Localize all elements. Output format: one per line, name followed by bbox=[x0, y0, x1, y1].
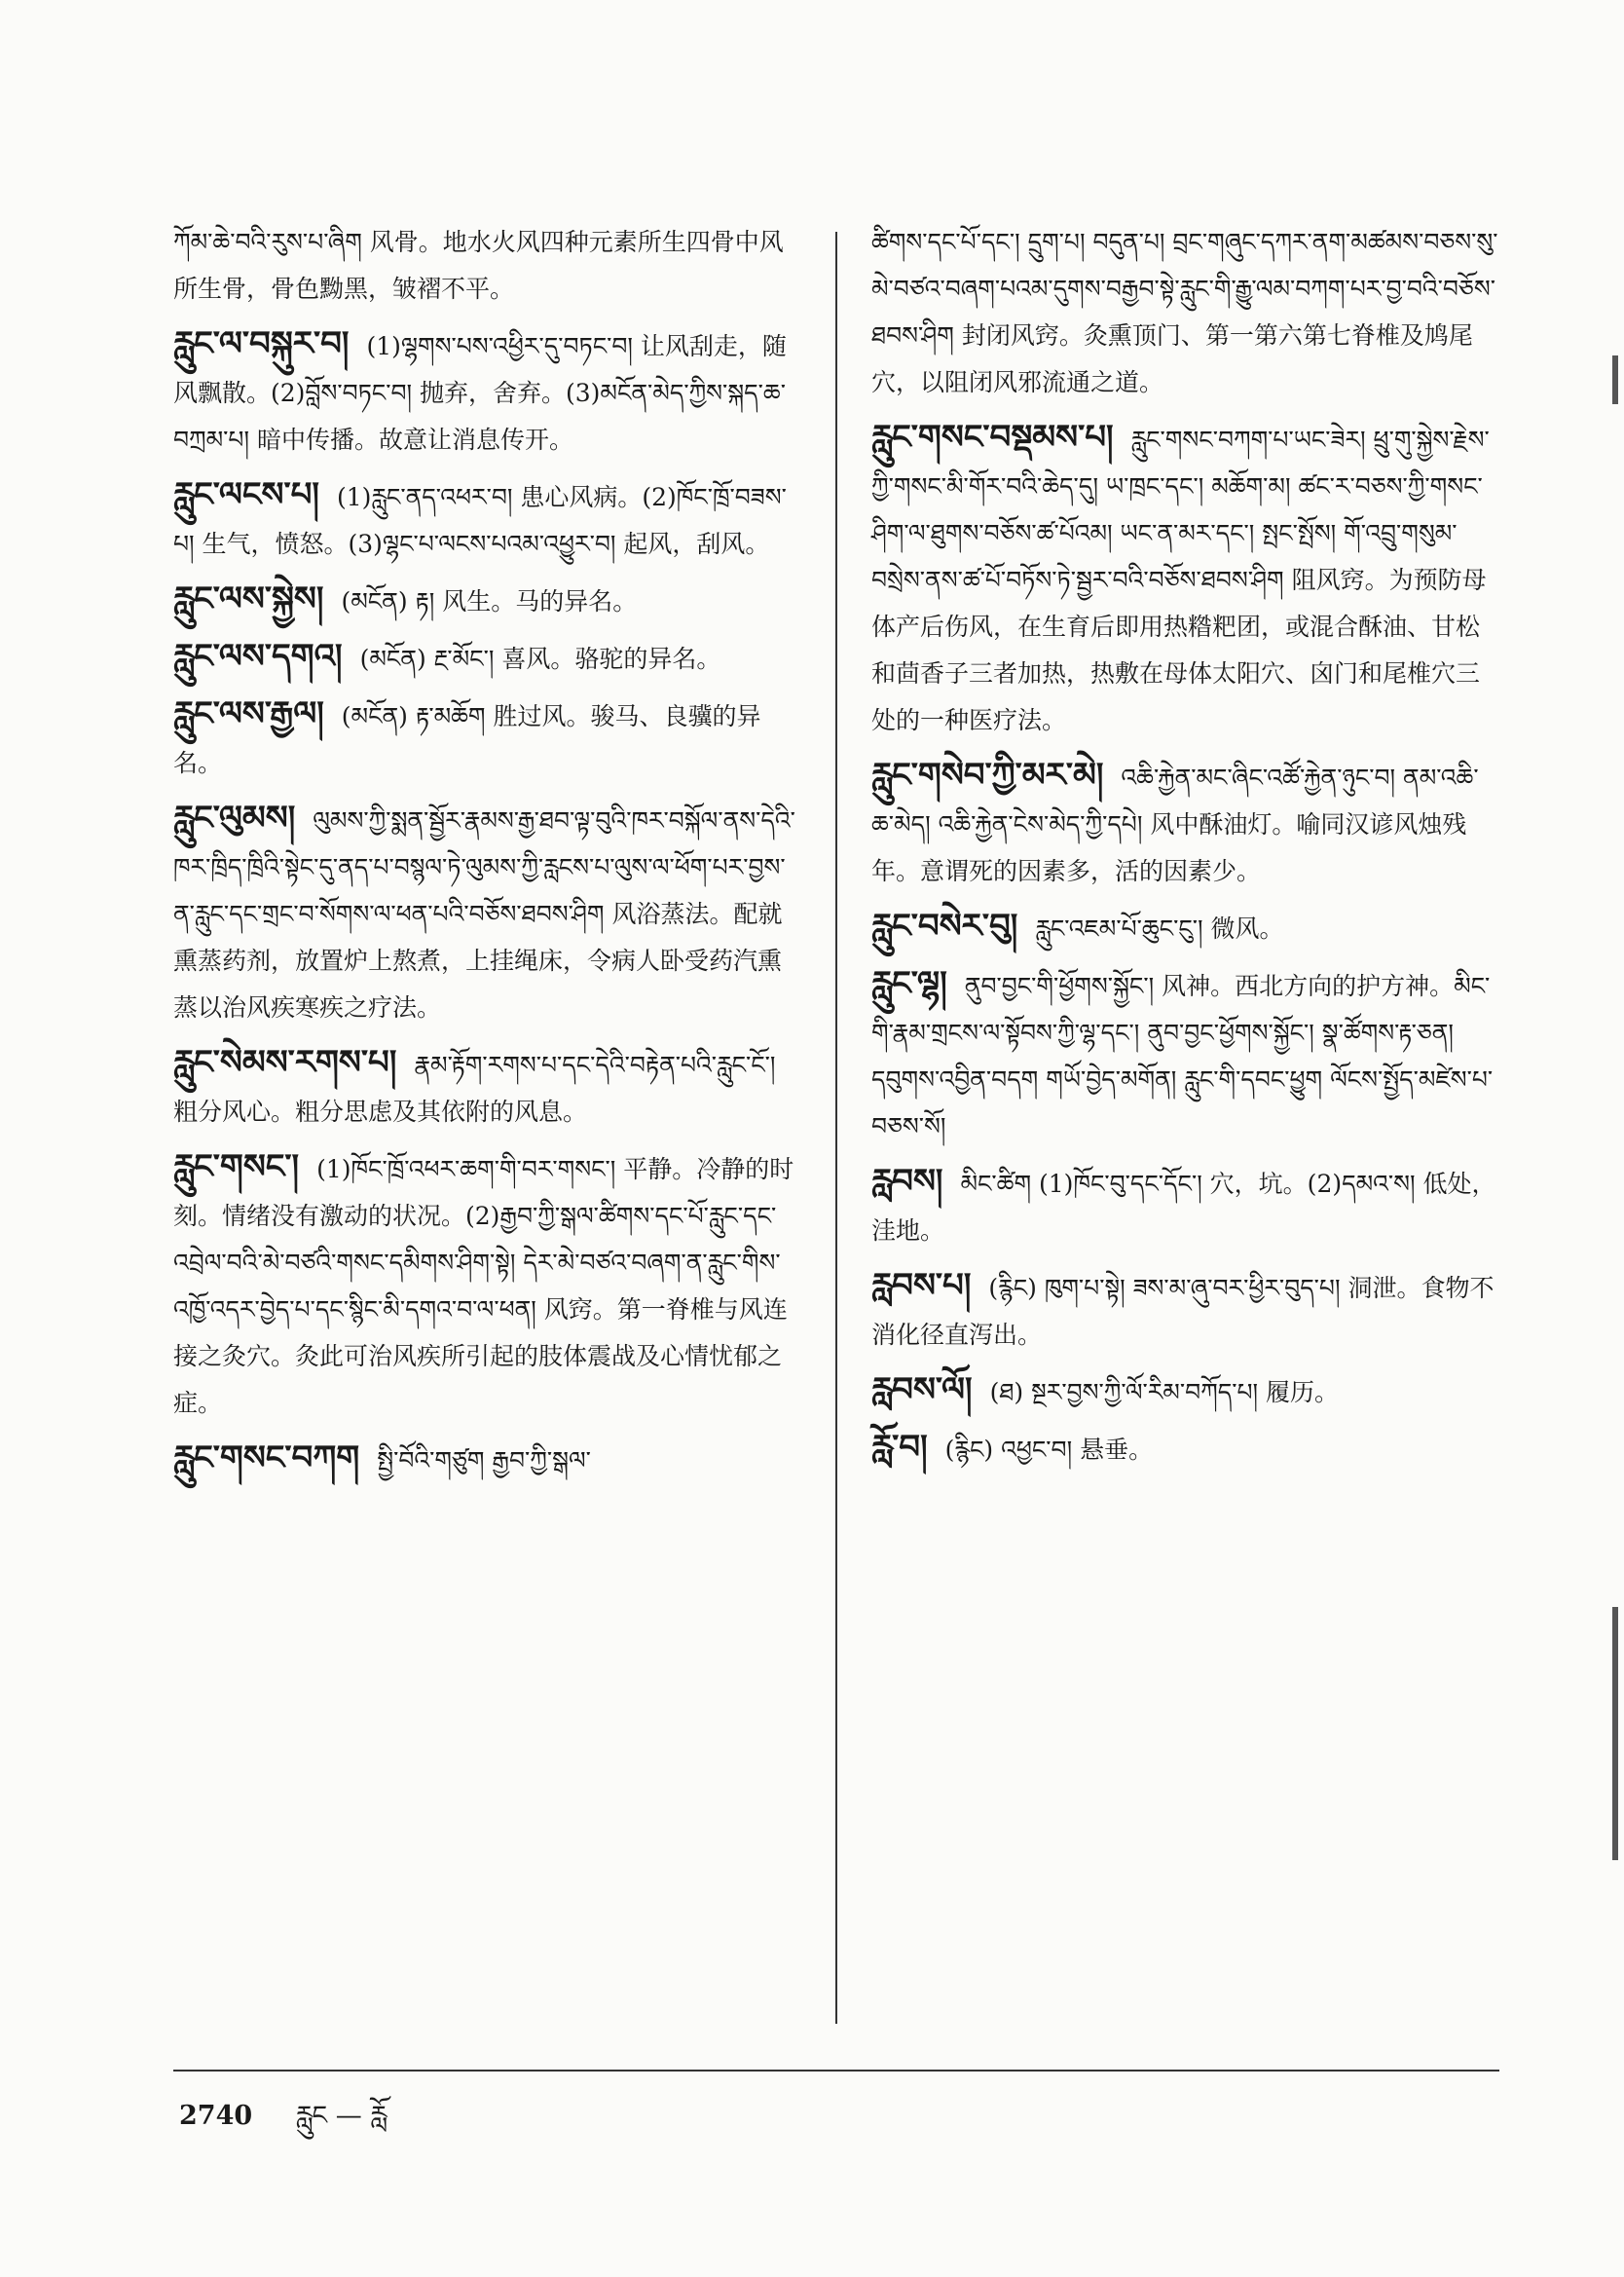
entry-text: འཆི་རྐྱེན་མང་ཞིང་འཚོ་རྐྱེན་ཉུང་བ། ནམ་འཆི་ཆ་མེད། འཆི་རྐྱེན་ངེས་མེད་ཀྱི་དཔེ། 风中酥油灯。喻同汉谚风烛残年。意谓死的因素多，活的因素少。 bbox=[871, 764, 1479, 885]
entry-headword: རླུང་ལྷ། bbox=[871, 964, 947, 1003]
entry-text: ལུམས་ཀྱི་སྨན་སྦྱོར་རྣམས་རྒྱ་ཐབ་ལྟ་བུའི་ཁར་བསྐོལ་ནས་དེའི་ཁར་ཁྲིད་ཁྲིའི་སྟེང་དུ་ནད་པ་བསྙལ་ཏེ་ལུམས་ཀྱི་རླངས་པ་ལུས་ལ་ཕོག་པར་བྱས་ན་རླུང་དང་གྲང་བ་སོགས་ལ་ཕན་པའི་བཅོས་ཐབས་ཤིག 风浴蒸法。配就熏蒸药剂，放置炉上熬煮，上挂绳床，令病人卧受药汽熏蒸以治风疾寒疾之疗法。 bbox=[173, 806, 795, 1022]
left-column bbox=[173, 219, 804, 1492]
dictionary-entry bbox=[871, 752, 1499, 895]
entry-text: (1)ལྷགས་པས་འཕྱིར་དུ་བཏང་བ། 让风刮走，随风飘散。(2)བློས་བཏང་བ། 抛弃，舍弃。(3)མངོན་མེད་ཀྱིས་སྐད་ཆ་བཀྲམ་པ། 暗中传播。故意让消息传开。 bbox=[173, 332, 787, 454]
dictionary-entry bbox=[173, 1143, 804, 1427]
entry-headword: རླུང་ལས་རྒྱལ། bbox=[173, 694, 324, 733]
entry-text: ཚིགས་དང་པོ་དང་། དྲུག་པ། བདུན་པ། བྲང་གཞུང་དཀར་ནག་མཚམས་བཅས་སུ་མེ་བཙའ་བཞག་པའམ་དུགས་བརྒྱབ་སྟེ་རླུང་གི་རྒྱུ་ལམ་བཀག་པར་བྱ་བའི་བཅོས་ཐབས་ཤིག 封闭风窍。灸熏顶门、第一第六第七脊椎及鸠尾穴，以阻闭风邪流通之道。 bbox=[871, 228, 1498, 396]
page-footer bbox=[179, 2086, 387, 2160]
entry-text: (1)ཁོང་ཁྲོ་འཕར་ཆག་གི་བར་གསང་། 平静。冷静的时刻。情绪没有激动的状况。(2)རྒྱབ་ཀྱི་སྒལ་ཚིགས་དང་པོ་རླུང་དང་འབྲེལ་བའི་མེ་བཙའི་གསང་དམིགས་ཤིག་སྟེ། དེར་མེ་བཙའ་བཞག་ན་རླུང་གིས་འཁྱོ་འདར་བྱེད་པ་དང་སྙིང་མི་དགའ་བ་ལ་ཕན། 风窍。第一脊椎与风连接之灸穴。灸此可治风疾所引起的肢体震战及心情忧郁之症。 bbox=[173, 1155, 794, 1417]
dictionary-entry bbox=[871, 219, 1499, 406]
entry-text: ནུབ་བྱང་གི་ཕྱོགས་སྐྱོང་། 风神。西北方向的护方神。མིང་གི་རྣམ་གྲངས་ལ་སྟོབས་ཀྱི་ལྷ་དང་། ནུབ་བྱང་ཕྱོགས་སྐྱོང་། སྣ་ཚོགས་རྟ་ཅན། དབུགས་འབྱིན་བདག གཡོ་བྱེད་མགོན། རླུང་གི་དབང་ཕྱུག ལོངས་སྤྱོད་མཛེས་པ་བཅས་སོ། bbox=[871, 972, 1494, 1140]
dictionary-entry bbox=[173, 795, 804, 1031]
dictionary-entry bbox=[173, 1039, 804, 1136]
entry-text: མིང་ཚིག (1)ཁོང་བུ་དང་དོང་། 穴，坑。(2)དམའ་ས། 低处，洼地。 bbox=[871, 1170, 1496, 1245]
scan-edge-mark bbox=[1612, 1607, 1618, 1860]
entry-text: (རྙིང) ཁུག་པ་སྟེ། ཟས་མ་ཞུ་བར་ཕྱིར་བུད་པ། 洞泄。食物不消化径直泻出。 bbox=[871, 1274, 1495, 1349]
dictionary-entry bbox=[173, 691, 804, 787]
entry-headword: རླུང་ལངས་པ། bbox=[173, 475, 319, 514]
dictionary-entry bbox=[173, 219, 804, 313]
page-number: 2740 bbox=[179, 2101, 253, 2131]
entry-headword: རླུང་ལས་དགའ། bbox=[173, 637, 343, 676]
dictionary-entry bbox=[871, 1424, 1499, 1474]
entry-headword: རླབས་ལོ། bbox=[871, 1370, 973, 1409]
entry-text: རླུང་འཇམ་པོ་ཆུང་ངུ་། 微风。 bbox=[1035, 915, 1284, 943]
entry-headword: རླུང་ལ་བསྐུར་བ། bbox=[173, 324, 350, 363]
scan-edge-mark bbox=[1612, 355, 1618, 404]
dictionary-entry bbox=[871, 960, 1499, 1150]
entry-headword: རླབས་པ། bbox=[871, 1266, 972, 1305]
entry-headword: རླུང་ལས་སྐྱེས། bbox=[173, 579, 324, 618]
entry-headword: རླུང་གསང་བསྡམས་པ། bbox=[871, 418, 1114, 457]
dictionary-entry bbox=[871, 1366, 1499, 1416]
dictionary-entry bbox=[871, 414, 1499, 744]
dictionary-entry bbox=[173, 320, 804, 464]
entry-headword: རླུང་སེམས་རགས་པ། bbox=[173, 1043, 397, 1082]
dictionary-entry bbox=[173, 633, 804, 683]
footer-rule bbox=[173, 2070, 1499, 2072]
dictionary-entry bbox=[173, 1435, 804, 1484]
page-range: རླུང — རློ bbox=[295, 2101, 388, 2131]
dictionary-entry bbox=[871, 1158, 1499, 1254]
dictionary-entry bbox=[871, 1262, 1499, 1359]
entry-text: (ཐ) སྔར་བྱས་ཀྱི་ལོ་རིམ་བཀོད་པ། 履历。 bbox=[989, 1378, 1339, 1406]
entry-headword: རློ་བ། bbox=[871, 1428, 928, 1467]
entry-text: (མངོན) རྟ་མཆོག 胜过风。骏马、良骥的异名。 bbox=[173, 702, 761, 777]
entry-headword: རླུང་གསང་བཀག bbox=[173, 1438, 360, 1477]
entry-text: རླུང་གསང་བཀག་པ་ཡང་ཟེར། ཕྲུ་གུ་སྐྱེས་རྗེས་ཀྱི་གསང་མི་གོར་བའི་ཆེད་དུ། ཡ་ཁྲང་དང་། མཆོག་མ། ཚང་ར་བཅས་ཀྱི་གསང་ཤིག་ལ་ཐུགས་བཅོས་ཚ་པོའམ། ཡང་ན་མར་དང་། སྤང་སྤོས། གོ་འབྲུ་གསུམ་བསྲེས་ནས་ཚ་པོ་བཏོས་ཏེ་སྦྱར་བའི་བཅོས་ཐབས་ཤིག 阻风窍。为预防母体产后伤风，在生育后即用热糌粑团，或混合酥油、甘松和茴香子三者加热，热敷在母体太阳穴、囟门和尾椎穴三处的一种医疗法。 bbox=[871, 426, 1490, 734]
right-column bbox=[871, 219, 1499, 1481]
column-divider bbox=[835, 232, 837, 2024]
dictionary-entry bbox=[871, 903, 1499, 952]
entry-text: (མངོན) རྟ། 风生。马的异名。 bbox=[341, 587, 638, 616]
entry-text: ཀོམ་ཆེ་བའི་རུས་པ་ཞིག 风骨。地水火风四种元素所生四骨中风所生骨，骨色黝黑，皱褶不平。 bbox=[173, 228, 784, 303]
entry-headword: རླུང་གསང་། bbox=[173, 1147, 300, 1186]
entry-headword: རླུང་གསེབ་ཀྱི་མར་མེ། bbox=[871, 756, 1104, 795]
entry-text: (རྙིང) འཕྱང་བ། 悬垂。 bbox=[944, 1436, 1154, 1464]
entry-headword: རླུང་བསེར་བུ། bbox=[871, 907, 1018, 946]
dictionary-entry bbox=[173, 471, 804, 568]
entry-headword: རླབས། bbox=[871, 1162, 943, 1201]
entry-text: (མངོན) རྔ་མོང་། 喜风。骆驼的异名。 bbox=[359, 645, 721, 673]
entry-text: (1)རླུང་ནད་འཕར་བ། 患心风病。(2)ཁོང་ཁྲོ་བཟས་པ། 生气，愤怒。(3)ལྷང་པ་ལངས་པའམ་འཕྱུར་བ། 起风，刮风。 bbox=[173, 483, 787, 558]
dictionary-entry bbox=[173, 576, 804, 625]
entry-text: སྤྱི་བོའི་གཙུག རྒྱབ་ཀྱི་སྒལ་ bbox=[377, 1446, 591, 1474]
entry-text: རྣམ་རྟོག་རགས་པ་དང་དེའི་བརྟེན་པའི་རླུང་ངོ་། 粗分风心。粗分思虑及其依附的风息。 bbox=[173, 1051, 776, 1126]
entry-headword: རླུང་ལུམས། bbox=[173, 799, 296, 838]
